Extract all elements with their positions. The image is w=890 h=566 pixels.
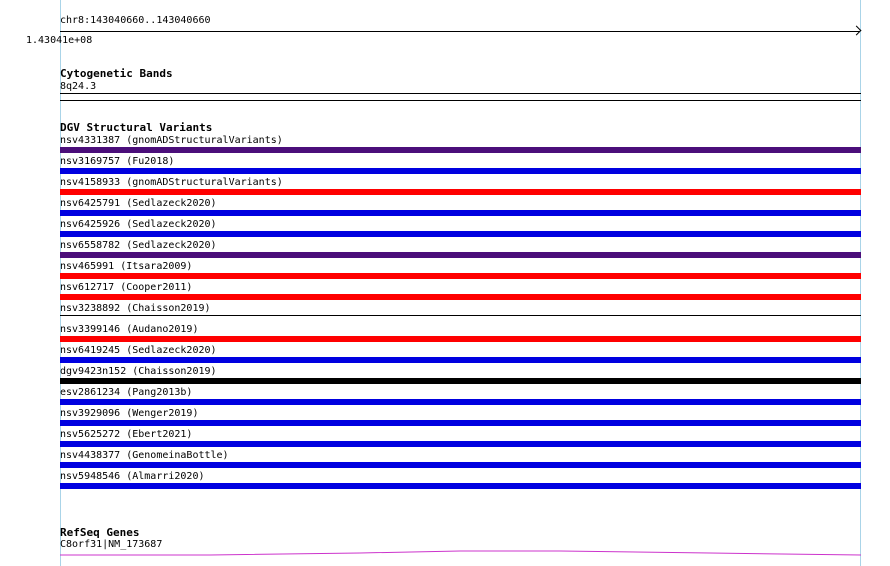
gene-label[interactable]: C8orf31|NM_173687	[60, 539, 163, 550]
dgv-variant-label[interactable]: nsv3399146 (Audano2019)	[60, 324, 199, 335]
dgv-variant-bar[interactable]	[60, 357, 861, 363]
dgv-variant-bar[interactable]	[60, 294, 861, 300]
dgv-variant-bar[interactable]	[60, 441, 861, 447]
dgv-variant-label[interactable]: nsv3169757 (Fu2018)	[60, 156, 175, 167]
cytoband-bar[interactable]	[60, 93, 861, 94]
dgv-variant-bar[interactable]	[60, 336, 861, 342]
dgv-variant-label[interactable]: nsv612717 (Cooper2011)	[60, 282, 193, 293]
dgv-variant-label[interactable]: nsv6425791 (Sedlazeck2020)	[60, 198, 217, 209]
dgv-variant-label[interactable]: nsv4158933 (gnomADStructuralVariants)	[60, 177, 283, 188]
dgv-variant-label[interactable]: nsv465991 (Itsara2009)	[60, 261, 193, 272]
dgv-variant-bar[interactable]	[60, 189, 861, 195]
dgv-variant-label[interactable]: nsv4438377 (GenomeinaBottle)	[60, 450, 229, 461]
dgv-variant-label[interactable]: nsv5625272 (Ebert2021)	[60, 429, 193, 440]
dgv-variant-label[interactable]: nsv6419245 (Sedlazeck2020)	[60, 345, 217, 356]
dgv-variant-bar[interactable]	[60, 210, 861, 216]
dgv-variant-label[interactable]: nsv6425926 (Sedlazeck2020)	[60, 219, 217, 230]
region-label: chr8:143040660..143040660	[60, 15, 211, 26]
cytoband-track-title[interactable]: Cytogenetic Bands	[60, 67, 173, 80]
dgv-variant-label[interactable]: nsv5948546 (Almarri2020)	[60, 471, 205, 482]
dgv-variant-bar[interactable]	[60, 315, 861, 316]
dgv-variant-label[interactable]: nsv4331387 (gnomADStructuralVariants)	[60, 135, 283, 146]
cytoband-label: 8q24.3	[60, 81, 97, 92]
dgv-variant-label[interactable]: nsv3929096 (Wenger2019)	[60, 408, 199, 419]
dgv-variant-label[interactable]: esv2861234 (Pang2013b)	[60, 387, 193, 398]
dgv-variant-bar[interactable]	[60, 483, 861, 489]
dgv-variant-bar[interactable]	[60, 420, 861, 426]
dgv-variant-bar[interactable]	[60, 462, 861, 468]
dgv-variant-bar[interactable]	[60, 147, 861, 153]
dgv-variant-bar[interactable]	[60, 273, 861, 279]
dgv-variant-label[interactable]: nsv6558782 (Sedlazeck2020)	[60, 240, 217, 251]
cytoband-bar-bottom	[60, 100, 861, 101]
track-right-boundary	[860, 0, 861, 566]
dgv-track-title[interactable]: DGV Structural Variants	[60, 121, 213, 134]
dgv-variant-bar[interactable]	[60, 231, 861, 237]
dgv-variant-bar[interactable]	[60, 378, 861, 384]
gene-feature[interactable]	[60, 545, 861, 557]
dgv-variant-bar[interactable]	[60, 399, 861, 405]
dgv-variant-bar[interactable]	[60, 168, 861, 174]
axis-tick-label: 1.43041e+08	[26, 35, 93, 46]
dgv-variant-label[interactable]: nsv3238892 (Chaisson2019)	[60, 303, 211, 314]
ruler-line	[60, 31, 860, 32]
dgv-variant-bar[interactable]	[60, 252, 861, 258]
dgv-variant-label[interactable]: dgv9423n152 (Chaisson2019)	[60, 366, 217, 377]
refseq-track-title[interactable]: RefSeq Genes	[60, 526, 140, 539]
